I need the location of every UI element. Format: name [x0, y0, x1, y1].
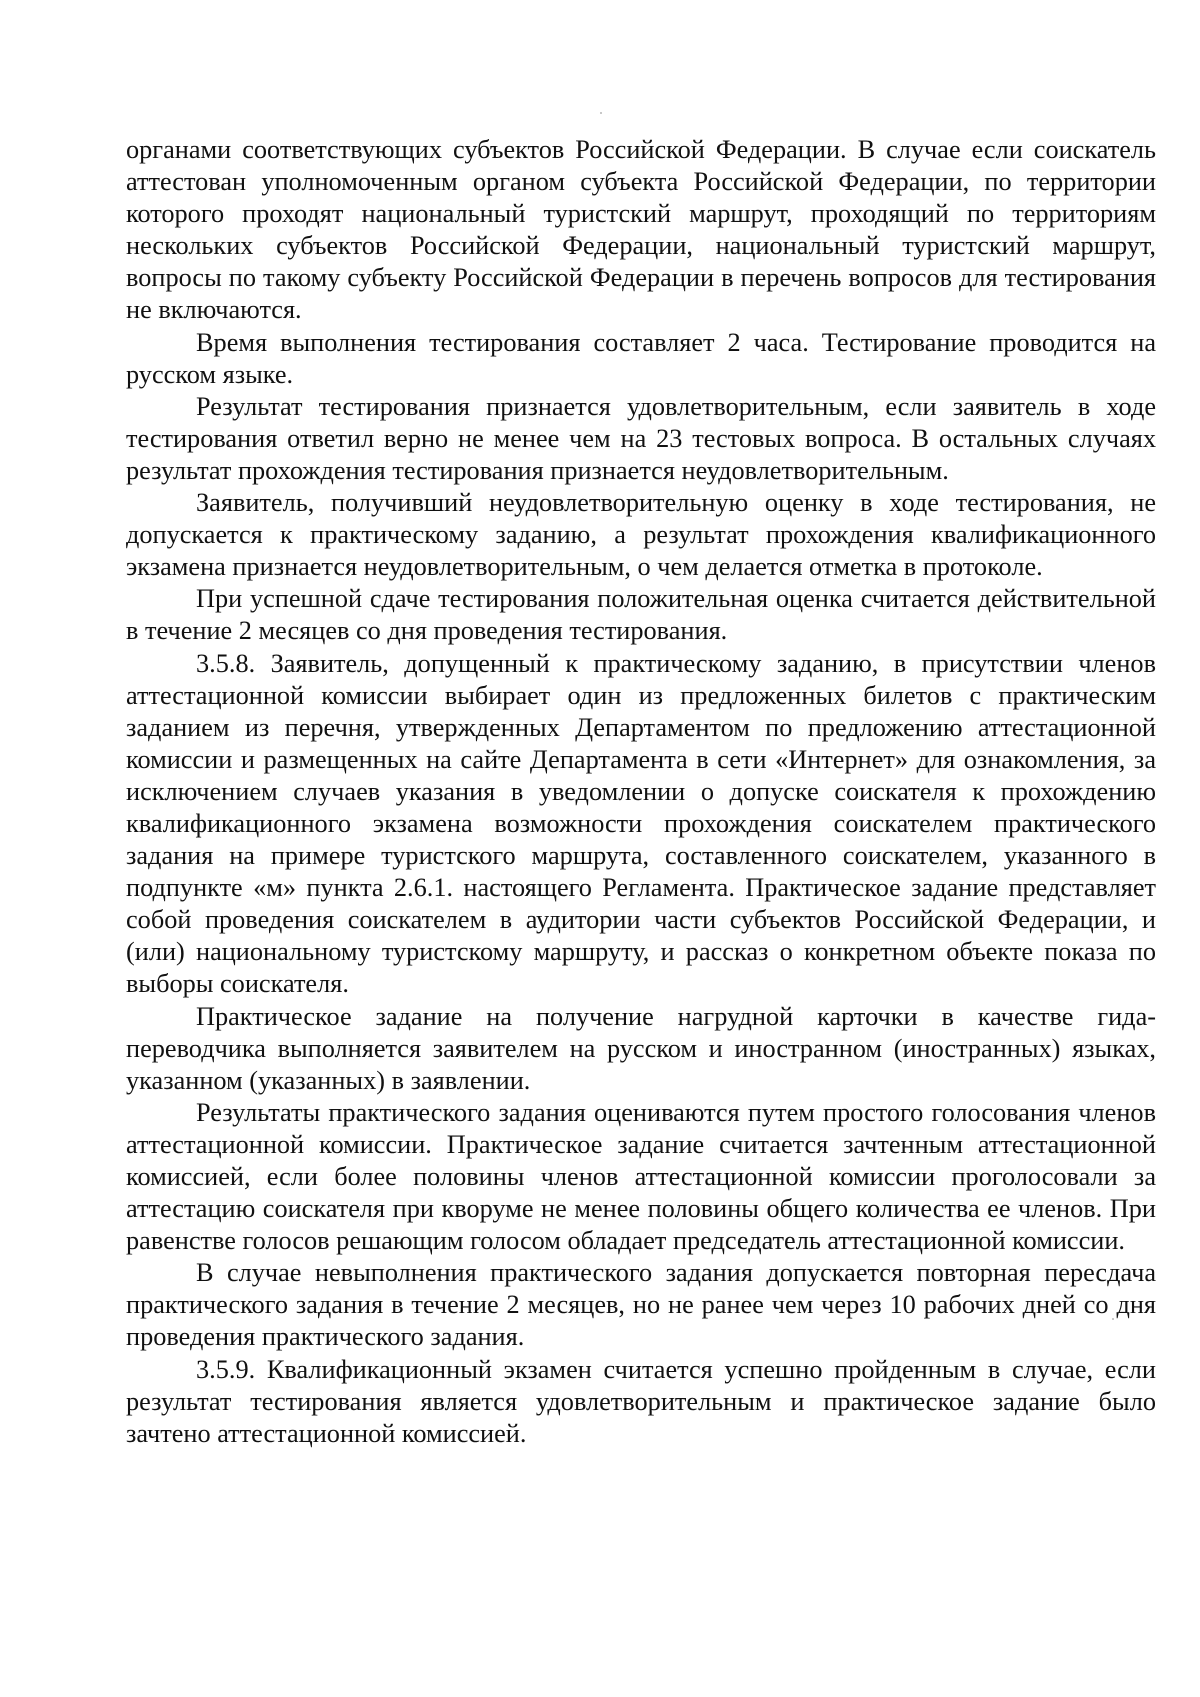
- paragraph-retake: В случае невыполнения практического задания допускается повторная пересдача практического задания в течение 2 месяцев, но не ранее чем через 10 рабочих дней со дня проведения практического задания.: [126, 1258, 1156, 1352]
- paragraph-testing-result: Результат тестирования признается удовлетворительным, если заявитель в ходе тестирования ответил верно не менее чем на 23 тестовых вопроса. В остальных случаях результат прохождения тестирования признается неудовлетворительным.: [126, 391, 1156, 485]
- paragraph-clause-3-5-9: 3.5.9. Квалификационный экзамен считается успешно пройденным в случае, если результат тестирования является удовлетворительным и практическое задание было зачтено аттестационной комиссией.: [126, 1354, 1156, 1448]
- paragraph-unsatisfactory-result: Заявитель, получивший неудовлетворительную оценку в ходе тестирования, не допускается к практическому заданию, а результат прохождения квалификационного экзамена признается неудовлетворительным, о чем делается отметка в протоколе.: [126, 488, 1156, 582]
- paragraph-interpreter-task: Практическое задание на получение нагрудной карточки в качестве гида-переводчика выполняется заявителем на русском и иностранном (иностранных) языках, указанном (указанных) в заявлении.: [126, 1001, 1156, 1095]
- paragraph-testing-duration: Время выполнения тестирования составляет 2 часа. Тестирование проводится на русском языке.: [126, 327, 1156, 389]
- scan-speck: [600, 112, 602, 114]
- document-body: [126, 134, 1156, 1450]
- paragraph-voting: Результаты практического задания оцениваются путем простого голосования членов аттестационной комиссии. Практическое задание считается зачтенным аттестационной комиссией, если более половины членов аттестационной комиссии проголосовали за аттестацию соискателя при кворуме не менее половины общего количества ее членов. При равенстве голосов решающим голосом обладает председатель аттестационной комиссии.: [126, 1097, 1156, 1256]
- paragraph-clause-3-5-8: 3.5.8. Заявитель, допущенный к практическому заданию, в присутствии членов аттестационной комиссии выбирает один из предложенных билетов с практическим заданием из перечня, утвержденных Департаментом по предложению аттестационной комиссии и размещенных на сайте Департамента в сети «Интернет» для ознакомления, за исключением случаев указания в уведомлении о допуске соискателя к прохождению квалификационного экзамена возможности прохождения соискателем практического задания на примере туристского маршрута, составленного соискателем, указанного в подпункте «м» пункта 2.6.1. настоящего Регламента. Практическое задание представляет собой проведения соискателем в аудитории части субъектов Российской Федерации, и (или) национальному туристскому маршруту, и рассказ о конкретном объекте показа по выборы соискателя.: [126, 648, 1156, 999]
- paragraph-validity-period: При успешной сдаче тестирования положительная оценка считается действительной в течение 2 месяцев со дня проведения тестирования.: [126, 584, 1156, 646]
- paragraph-continuation: органами соответствующих субъектов Российской Федерации. В случае если соискатель аттестован уполномоченным органом субъекта Российской Федерации, по территории которого проходят национальный туристский маршрут, проходящий по территориям нескольких субъектов Российской Федерации, национальный туристский маршрут, вопросы по такому субъекту Российской Федерации в перечень вопросов для тестирования не включаются.: [126, 135, 1156, 325]
